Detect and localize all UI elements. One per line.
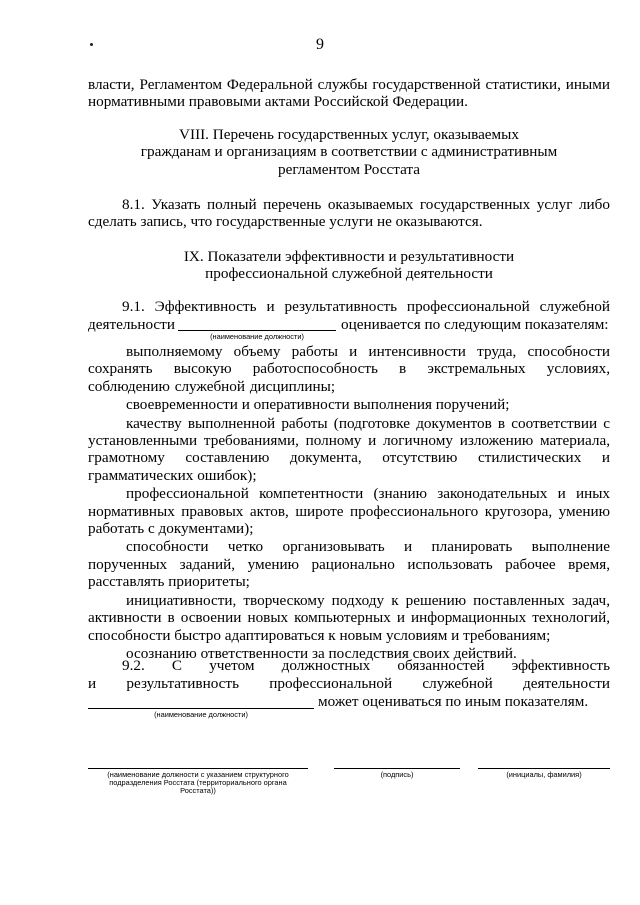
intro-line-2: нормативными правовыми актами Российской Федерации.	[88, 93, 468, 111]
section-9-title-line-1: IX. Показатели эффективности и результативности	[183, 248, 515, 265]
position-blank-line	[178, 330, 336, 331]
section-9-title	[88, 248, 610, 283]
criterion-item: инициативности, творческому подходу к решению поставленных задач, активности в освоении новых компьютерных и информационных технологий, способности быстро адаптироваться к новым условиям и требованиям;	[88, 591, 610, 644]
position-blank-line-2	[88, 708, 314, 709]
scan-speck	[90, 43, 93, 46]
paragraph-9-1-line-2-start: деятельности	[88, 316, 175, 333]
position-caption: (наименование должности)	[210, 332, 304, 341]
signature-position-caption: (наименование должности с указанием структурного подразделения Росстата (территориального органа Росстата))	[107, 770, 289, 795]
page-number: 9	[316, 36, 324, 53]
paragraph-9-1-line-1: 9.1. Эффективность и результативность профессиональной служебной	[122, 298, 610, 315]
signature-caption: (подпись)	[380, 770, 414, 779]
name-caption: (инициалы, фамилия)	[506, 770, 582, 779]
criterion-item: своевременности и оперативности выполнения поручений;	[126, 396, 510, 414]
position-caption-2: (наименование должности)	[154, 710, 248, 719]
section-8-title-line-2: гражданам и организациям в соответствии с административным	[140, 143, 558, 161]
name-line	[478, 768, 610, 769]
section-9-title-line-2: профессиональной служебной деятельности	[205, 265, 493, 283]
intro-line-1: власти, Регламентом Федеральной службы государственной статистики, иными	[88, 76, 610, 93]
criterion-item: профессиональной компетентности (знанию законодательных и иных нормативных правовых актов, широте профессионального кругозора, умению работать с документами);	[88, 485, 610, 538]
section-8-title-line-3: регламентом Росстата	[278, 160, 420, 178]
criterion-item: качеству выполненной работы (подготовке документов в соответствии с установленными требованиями, полному и логичному изложению материала, грамотному составлению документа, отсутствию стилистических и грамматических ошибок);	[88, 414, 610, 484]
paragraph-8-1	[88, 196, 610, 231]
paragraph-9-1-line-2-end: оценивается по следующим показателям:	[341, 316, 609, 333]
criterion-item: осознанию ответственности за последствия своих действий.	[126, 644, 517, 662]
paragraph-9-2-line-2: и результативность профессиональной служебной деятельности	[88, 675, 610, 692]
signature-line	[334, 768, 460, 769]
section-8-title	[88, 126, 610, 178]
paragraph-9-2-line-3-end: может оцениваться по иным показателям.	[318, 693, 589, 710]
paragraph-9-2-line-1: 9.2. С учетом должностных обязанностей эффективность	[122, 657, 610, 674]
criterion-item: выполняемому объему работы и интенсивности труда, способности сохранять высокую работоспособность в экстремальных условиях, соблюдению служебной дисциплины;	[88, 343, 610, 395]
paragraph-8-1-line-2: сделать запись, что государственные услуги не оказываются.	[88, 213, 483, 231]
paragraph-8-1-line-1: 8.1. Указать полный перечень оказываемых государственных услуг либо	[122, 196, 610, 213]
section-8-title-line-1: VIII. Перечень государственных услуг, оказываемых	[179, 126, 519, 143]
signature-position-line	[88, 768, 308, 769]
criteria-list	[88, 343, 610, 662]
criterion-item: способности четко организовывать и планировать выполнение порученных заданий, умению рационально использовать рабочее время, расставлять приоритеты;	[88, 538, 610, 591]
intro-paragraph	[88, 76, 610, 111]
